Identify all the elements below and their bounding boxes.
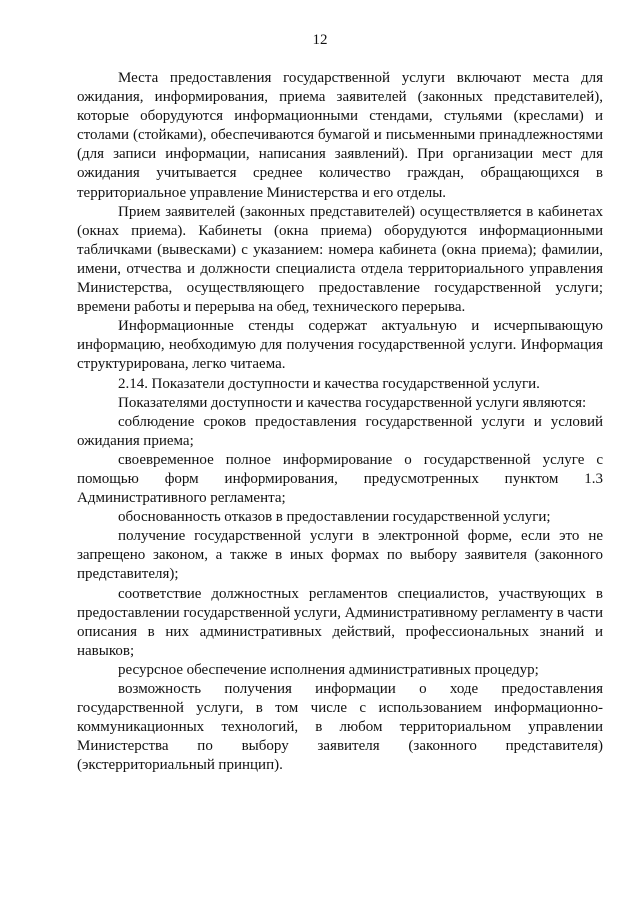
document-body — [77, 69, 603, 775]
paragraph-service-places: Места предоставления государственной услуги включают места для ожидания, информирования, приема заявителей (законных представителей), которые оборудуются информационными стендами, стульями (креслами) и столами (стойками), обеспечиваются бумагой и письменными принадлежностями (для записи информации, написания заявлений). При организации мест для ожидания учитывается среднее количество граждан, обращающихся в территориальное управление Министерства и его отделы. — [77, 70, 603, 201]
list-item-informing: своевременное полное информирование о государственной услуге с помощью форм информирования, предусмотренных пунктом 1.3 Административного регламента; — [77, 451, 603, 507]
paragraph-indicators-intro: Показателями доступности и качества государственной услуги являются: — [118, 394, 587, 411]
list-item-refusals: обоснованность отказов в предоставлении государственной услуги; — [118, 509, 551, 526]
list-item-regulations: соответствие должностных регламентов специалистов, участвующих в предоставлении государственной услуги, Административному регламенту в части описания в них административных действий, профессиональных знаний и навыков; — [77, 585, 603, 659]
list-item-resources: ресурсное обеспечение исполнения административных процедур; — [118, 661, 539, 678]
list-item-deadlines: соблюдение сроков предоставления государственной услуги и условий ожидания приема; — [77, 413, 603, 449]
list-item-progress-info: возможность получения информации о ходе предоставления государственной услуги, в том числе с использованием информационно-коммуникационных технологий, в любом территориальном управлении Министерства по выбору заявителя (законного представителя) (экстерриториальный принцип). — [77, 681, 603, 774]
paragraph-reception-rooms: Прием заявителей (законных представителей) осуществляется в кабинетах (окнах приема). Кабинеты (окна приема) оборудуются информационными табличками (вывесками) с указанием: номера кабинета (окна приема); фамилии, имени, отчества и должности специалиста отдела территориального управления Министерства, осуществляющего предоставление государственной услуги; времени работы и перерыва на обед, технического перерыва. — [77, 203, 603, 316]
list-item-electronic: получение государственной услуги в электронной форме, если это не запрещено законом, а также в иных формах по выбору заявителя (законного представителя); — [77, 528, 603, 583]
paragraph-info-stands: Информационные стенды содержат актуальную и исчерпывающую информацию, необходимую для получения государственной услуги. Информация структурирована, легко читаема. — [77, 318, 603, 373]
section-heading-2-14: 2.14. Показатели доступности и качества государственной услуги. — [118, 375, 540, 392]
page-number: 12 — [312, 32, 328, 48]
